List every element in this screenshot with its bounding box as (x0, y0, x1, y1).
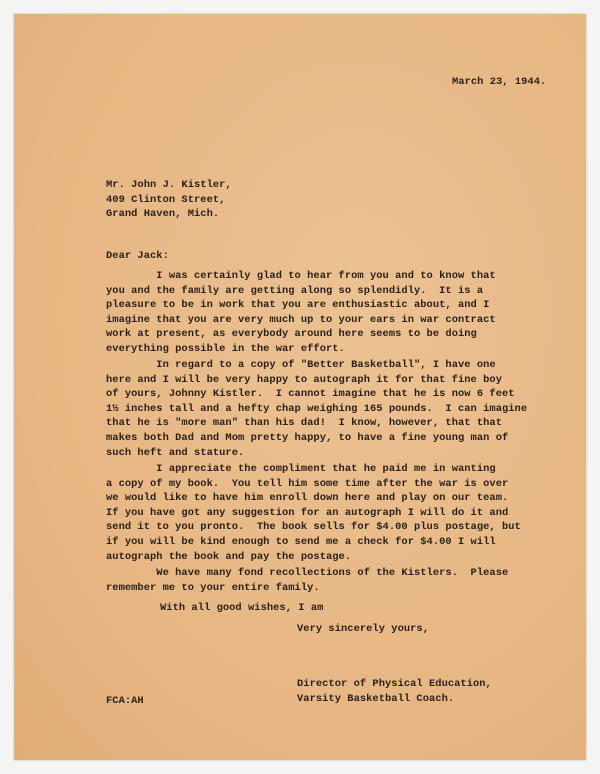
body-line: work at present, as everybody around here seems to be doing (106, 328, 477, 341)
body-line: such heft and stature. (106, 446, 245, 459)
body-line: We have many fond recollections of the Kistlers. Please (106, 567, 509, 579)
salutation: Dear Jack: (106, 250, 169, 262)
reference-initials: FCA:AH (106, 695, 144, 707)
letter-page (14, 14, 586, 760)
address-line: Grand Haven, Mich. (106, 208, 220, 221)
signature-line: Director of Physical Education, (297, 678, 492, 690)
body-line: I was certainly glad to hear from you and to know that (106, 270, 496, 282)
body-line: that he is "more man" than his dad! I know, however, that that (106, 417, 502, 430)
body-line: remember me to your entire family. (106, 581, 320, 594)
address-line: Mr. John J. Kistler, (106, 179, 232, 191)
body-line: autograph the book and pay the postage. (106, 550, 352, 563)
letter-date: March 23, 1944. (452, 76, 547, 88)
complimentary-close: Very sincerely yours, (297, 623, 429, 635)
body-line: we would like to have him enroll down here and play on our team. (106, 492, 509, 505)
body-paragraph-2 (106, 358, 527, 460)
signature-line: Varsity Basketball Coach. (297, 692, 455, 705)
body-line: I appreciate the compliment that he paid me in wanting (106, 463, 496, 475)
body-line: everything possible in the war effort. (106, 342, 345, 355)
address-line: 409 Clinton Street, (106, 193, 226, 206)
body-line: imagine that you are very much up to your ears in war contract (106, 313, 496, 326)
body-line: of yours, Johnny Kistler. I cannot imagine that he is now 6 feet (106, 388, 515, 401)
body-paragraph-3 (106, 462, 521, 564)
body-line: If you have got any suggestion for an autograph I will do it and (106, 506, 509, 519)
body-paragraph-4 (106, 566, 508, 595)
body-line: In regard to a copy of "Better Basketball", I have one (106, 359, 496, 371)
body-line: here and I will be very happy to autograph it for that fine boy (106, 373, 502, 386)
body-line: pleasure to be in work that you are enthusiastic about, and I (106, 299, 490, 312)
body-line: you and the family are getting along so splendidly. It is a (106, 284, 484, 297)
body-line: makes both Dad and Mom pretty happy, to have a fine young man of (106, 431, 509, 444)
body-line: a copy of my book. You tell him some time after the war is over (106, 477, 509, 490)
body-line: if you will be kind enough to send me a check for $4.00 I will (106, 535, 496, 548)
body-line: send it to you pronto. The book sells for $4.00 plus postage, but (106, 521, 521, 534)
body-paragraph-1 (106, 269, 496, 357)
body-line: 1½ inches tall and a hefty chap weighing 165 pounds. I can imagine (106, 402, 528, 415)
signature-block (297, 677, 492, 706)
good-wishes: With all good wishes, I am (160, 602, 324, 614)
recipient-address (106, 178, 232, 222)
